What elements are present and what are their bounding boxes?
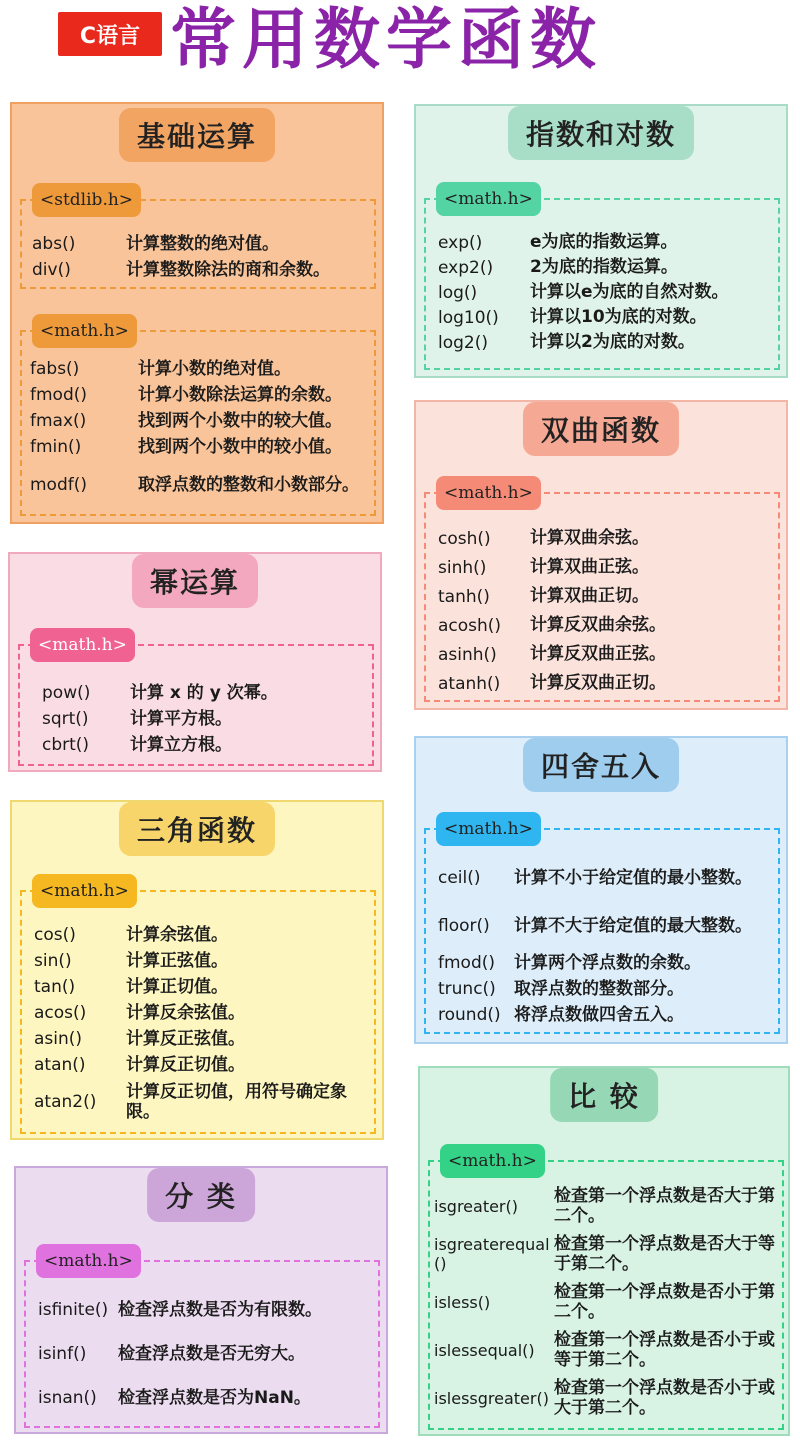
function-row: [438, 255, 772, 280]
header-badge: <math.h>: [436, 182, 541, 216]
function-row: [438, 669, 772, 698]
function-description: 计算两个浮点数的余数。: [514, 952, 701, 973]
function-name: isgreater(): [434, 1196, 518, 1216]
function-row: [38, 1332, 372, 1376]
function-row: [438, 976, 772, 1002]
function-name: tanh(): [438, 586, 490, 607]
function-description: 计算平方根。: [130, 708, 232, 729]
function-description: 找到两个小数中的较大值。: [138, 410, 342, 431]
function-description: 计算反双曲余弦。: [530, 615, 666, 636]
function-name: islessgreater(): [434, 1388, 549, 1408]
header-group-math: [20, 321, 376, 516]
function-name: pow(): [42, 683, 91, 703]
function-description: 检查浮点数是否为NaN。: [118, 1387, 311, 1408]
header-badge: <math.h>: [436, 812, 541, 846]
header-group-stdlib: [20, 190, 376, 289]
function-name: isgreaterequal(): [434, 1235, 550, 1273]
section-title: 分 类: [147, 1168, 255, 1222]
function-name: fmin(): [30, 437, 82, 457]
section-title: 比 较: [550, 1068, 658, 1122]
header-badge: <math.h>: [436, 476, 541, 510]
function-row: [30, 356, 368, 382]
function-description: 检查第一个浮点数是否大于第二个。: [554, 1185, 775, 1226]
function-description: 检查第一个浮点数是否大于等于第二个。: [554, 1233, 775, 1274]
function-description: 计算双曲正弦。: [530, 557, 649, 578]
function-row: [438, 230, 772, 255]
header-badge: <math.h>: [32, 874, 137, 908]
function-name: ceil(): [438, 868, 481, 888]
function-name: round(): [438, 1005, 501, 1025]
function-row: [42, 680, 366, 706]
function-row: [434, 1374, 776, 1422]
section-rounding: [414, 736, 788, 1044]
section-trig: [10, 800, 384, 1140]
function-description: 检查第一个浮点数是否小于或大于第二个。: [554, 1377, 775, 1418]
function-name: isinf(): [38, 1344, 87, 1364]
function-description: 计算整数的绝对值。: [126, 233, 279, 254]
function-name: exp(): [438, 232, 483, 253]
function-description: 计算反正弦值。: [126, 1028, 245, 1049]
function-description: 计算反正切值，用符号确定象限。: [126, 1081, 347, 1122]
function-row: [38, 1376, 372, 1420]
page-header: [0, 0, 800, 90]
header-group-math: [18, 635, 374, 766]
function-description: 计算立方根。: [130, 734, 232, 755]
section-title: 指数和对数: [508, 106, 694, 160]
function-description: 找到两个小数中的较小值。: [138, 436, 342, 457]
function-description: 计算反正切值。: [126, 1054, 245, 1075]
function-name: cbrt(): [42, 735, 90, 755]
function-row: [32, 257, 368, 283]
function-row: [30, 382, 368, 408]
function-row: [42, 732, 366, 758]
function-row: [434, 1278, 776, 1326]
section-comparison: [418, 1066, 790, 1436]
function-description: 计算以e为底的自然对数。: [530, 282, 729, 303]
function-name: atan(): [34, 1055, 86, 1075]
function-name: isfinite(): [38, 1300, 109, 1320]
function-name: acosh(): [438, 615, 502, 636]
function-description: 计算正切值。: [126, 976, 228, 997]
function-description: 计算正弦值。: [126, 950, 228, 971]
header-badge: <stdlib.h>: [32, 183, 141, 217]
section-explog: [414, 104, 788, 378]
function-row: [438, 280, 772, 305]
function-name: sin(): [34, 951, 72, 971]
function-description: 计算余弦值。: [126, 924, 228, 945]
function-name: atan2(): [34, 1092, 97, 1112]
function-row: [34, 1000, 368, 1026]
function-row: [434, 1182, 776, 1230]
function-name: sqrt(): [42, 709, 89, 729]
function-row: [438, 640, 772, 669]
function-row: [34, 1078, 368, 1126]
function-row: [34, 1026, 368, 1052]
function-description: 计算反双曲正切。: [530, 673, 666, 694]
function-row: [34, 948, 368, 974]
function-description: 检查第一个浮点数是否小于第二个。: [554, 1281, 775, 1322]
header-badge: <math.h>: [440, 1144, 545, 1178]
function-name: isnan(): [38, 1388, 97, 1408]
section-title: 三角函数: [119, 802, 275, 856]
function-row: [34, 1052, 368, 1078]
function-description: 检查浮点数是否无穷大。: [118, 1343, 305, 1364]
function-description: 计算反余弦值。: [126, 1002, 245, 1023]
function-name: fmod(): [30, 385, 88, 405]
function-row: [438, 902, 772, 950]
function-row: [32, 231, 368, 257]
function-name: asinh(): [438, 644, 497, 665]
function-description: 计算以10为底的对数。: [530, 307, 707, 328]
function-description: 2为底的指数运算。: [530, 257, 678, 278]
header-badge: <math.h>: [30, 628, 135, 662]
function-description: 计算小数的绝对值。: [138, 358, 291, 379]
function-row: [438, 582, 772, 611]
function-description: 计算 x 的 y 次幂。: [130, 682, 278, 703]
function-name: fabs(): [30, 359, 80, 379]
function-name: sinh(): [438, 557, 487, 578]
function-name: cos(): [34, 925, 76, 945]
header-group-math: [20, 881, 376, 1134]
function-name: trunc(): [438, 979, 496, 999]
function-description: 计算反双曲正弦。: [530, 644, 666, 665]
function-name: isless(): [434, 1292, 491, 1312]
function-name: abs(): [32, 234, 76, 254]
function-row: [438, 553, 772, 582]
function-row: [34, 922, 368, 948]
header-group-math: [424, 819, 780, 1034]
function-row: [42, 706, 366, 732]
function-description: 计算双曲余弦。: [530, 528, 649, 549]
function-name: islessequal(): [434, 1340, 535, 1360]
function-name: fmod(): [438, 953, 496, 973]
function-description: 计算以2为底的对数。: [530, 332, 695, 353]
function-row: [438, 950, 772, 976]
function-name: tan(): [34, 977, 76, 997]
header-group-math: [424, 189, 780, 370]
function-name: exp2(): [438, 257, 494, 278]
function-name: fmax(): [30, 411, 87, 431]
function-description: 将浮点数做四舍五入。: [514, 1004, 684, 1025]
function-description: 计算整数除法的商和余数。: [126, 259, 330, 280]
function-description: 检查浮点数是否为有限数。: [118, 1299, 322, 1320]
function-description: 计算双曲正切。: [530, 586, 649, 607]
section-classify: [14, 1166, 388, 1434]
function-description: 计算小数除法运算的余数。: [138, 384, 342, 405]
header-group-math: [24, 1251, 380, 1428]
function-row: [438, 854, 772, 902]
section-hyperbolic: [414, 400, 788, 710]
function-row: [438, 1002, 772, 1028]
language-tag: C语言: [58, 12, 162, 56]
section-title: 双曲函数: [523, 402, 679, 456]
function-row: [438, 330, 772, 355]
function-description: 取浮点数的整数部分。: [514, 978, 684, 999]
section-title: 四舍五入: [523, 738, 679, 792]
function-name: atanh(): [438, 673, 501, 694]
function-name: asin(): [34, 1029, 83, 1049]
function-name: cosh(): [438, 528, 491, 549]
function-row: [438, 611, 772, 640]
function-row: [34, 974, 368, 1000]
function-description: 取浮点数的整数和小数部分。: [138, 474, 359, 495]
header-badge: <math.h>: [36, 1244, 141, 1278]
section-power: [8, 552, 382, 772]
function-name: div(): [32, 260, 71, 280]
function-description: e为底的指数运算。: [530, 232, 678, 253]
function-name: modf(): [30, 475, 88, 495]
function-name: log(): [438, 282, 478, 303]
header-badge: <math.h>: [32, 314, 137, 348]
function-row: [438, 524, 772, 553]
function-name: log10(): [438, 307, 499, 328]
function-row: [434, 1326, 776, 1374]
header-group-math: [424, 483, 780, 702]
section-basic: [10, 102, 384, 524]
function-name: log2(): [438, 332, 488, 353]
function-description: 计算不小于给定值的最小整数。: [514, 867, 752, 888]
function-row: [30, 460, 368, 510]
function-name: floor(): [438, 916, 490, 936]
function-name: acos(): [34, 1003, 87, 1023]
function-description: 检查第一个浮点数是否小于或等于第二个。: [554, 1329, 775, 1370]
function-row: [30, 408, 368, 434]
header-group-math: [428, 1151, 784, 1430]
function-row: [30, 434, 368, 460]
function-row: [434, 1230, 776, 1278]
function-row: [438, 305, 772, 330]
page-title: 常用数学函数: [170, 1, 602, 78]
section-title: 幂运算: [132, 554, 258, 608]
function-description: 计算不大于给定值的最大整数。: [514, 915, 752, 936]
section-title: 基础运算: [119, 108, 275, 162]
function-row: [38, 1288, 372, 1332]
